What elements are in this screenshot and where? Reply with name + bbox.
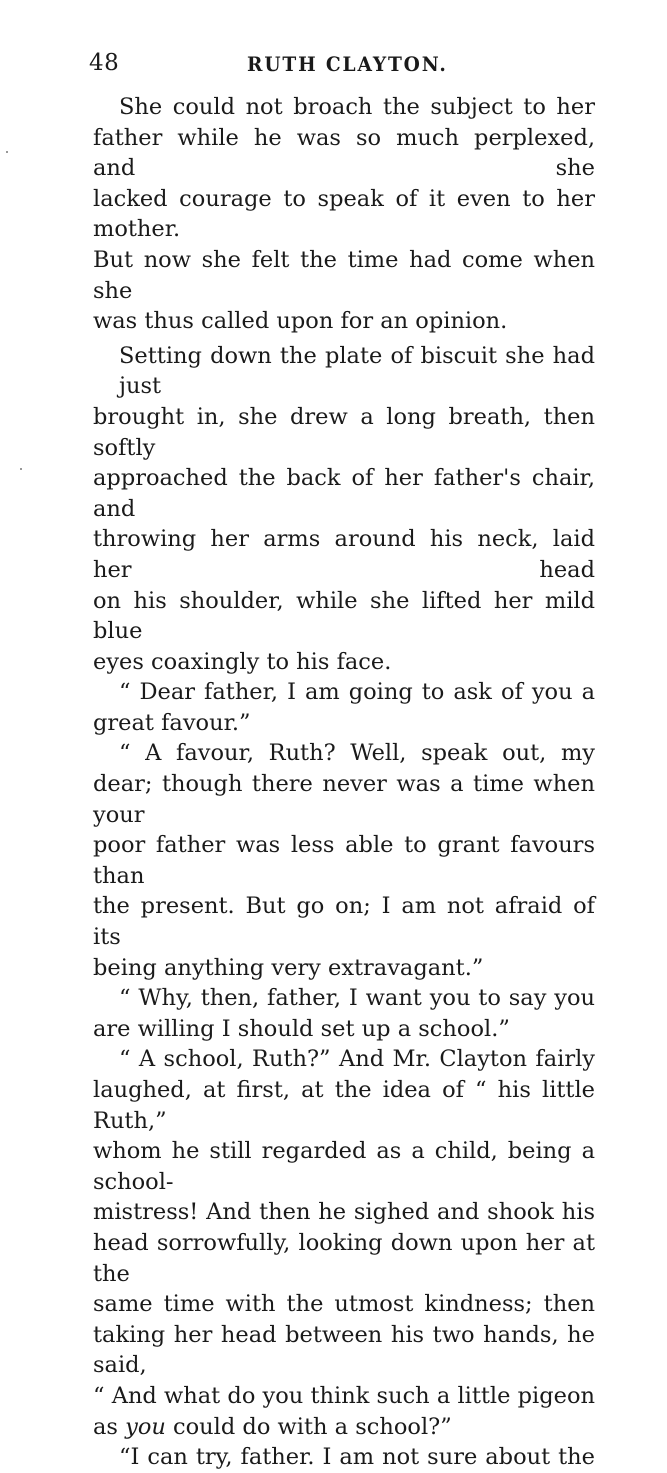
text-line: mistress! And then he sighed and shook his (93, 1199, 595, 1226)
paragraph (93, 983, 595, 1044)
text-line: laughed, at first, at the idea of “ his little Ruth,” (93, 1077, 595, 1134)
text-line: poor father was less able to grant favours than (93, 832, 595, 889)
text-line: whom he still regarded as a child, being a school- (93, 1138, 595, 1195)
italic-word: you (125, 1413, 166, 1440)
text-line: taking her head between his two hands, he said, (93, 1321, 595, 1379)
text-line: “ A school, Ruth?” And Mr. Clayton fairly (119, 1046, 595, 1073)
scan-speck (6, 151, 8, 153)
text-line: father while he was so much perplexed, and she (93, 124, 595, 182)
text-line: eyes coaxingly to his face. (93, 648, 392, 675)
text-line: are willing I should set up a school.” (93, 1015, 510, 1042)
text-line: was thus called upon for an opinion. (93, 308, 508, 335)
text-line: head sorrowfully, looking down upon her at the (93, 1229, 595, 1287)
text-line: being anything very extravagant.” (93, 954, 484, 981)
text-line: approached the back of her father's chair, and (93, 465, 595, 522)
body-text (93, 92, 595, 1473)
text-line: “ And what do you think such a little pigeon (93, 1382, 595, 1409)
running-head: RUTH CLAYTON. (247, 52, 448, 76)
scan-speck (20, 468, 22, 470)
text-line: great favour.” (93, 709, 251, 736)
paragraph (93, 738, 595, 983)
text-fragment: could do with a school?” (165, 1413, 452, 1440)
text-line: But now she felt the time had come when she (93, 246, 595, 304)
text-line (93, 1412, 595, 1443)
text-line: lacked courage to speak of it even to her mother. (93, 185, 595, 243)
paragraph (93, 1044, 595, 1442)
paragraph (93, 341, 595, 678)
text-line: “ Why, then, father, I want you to say you (119, 985, 595, 1012)
text-line: Setting down the plate of biscuit she had just (119, 342, 595, 400)
text-line: “I can try, father. I am not sure about the (119, 1444, 595, 1471)
text-line: “ A favour, Ruth? Well, speak out, my (119, 740, 595, 767)
text-line: “ Dear father, I am going to ask of you a (119, 679, 595, 706)
text-line: the present. But go on; I am not afraid of its (93, 893, 595, 951)
text-line: on his shoulder, while she lifted her mild blue (93, 587, 595, 645)
text-line: throwing her arms around his neck, laid her head (93, 526, 595, 583)
paragraph (93, 677, 595, 738)
text-line: brought in, she drew a long breath, then softly (93, 403, 595, 461)
page-header (89, 44, 609, 76)
text-line: dear; though there never was a time when your (93, 771, 595, 828)
text-line: same time with the utmost kindness; then (93, 1291, 595, 1318)
text-fragment: as (93, 1413, 126, 1440)
text-line: She could not broach the subject to her (119, 94, 595, 120)
page-number: 48 (89, 50, 120, 76)
paragraph (93, 92, 595, 337)
paragraph (93, 1442, 595, 1473)
